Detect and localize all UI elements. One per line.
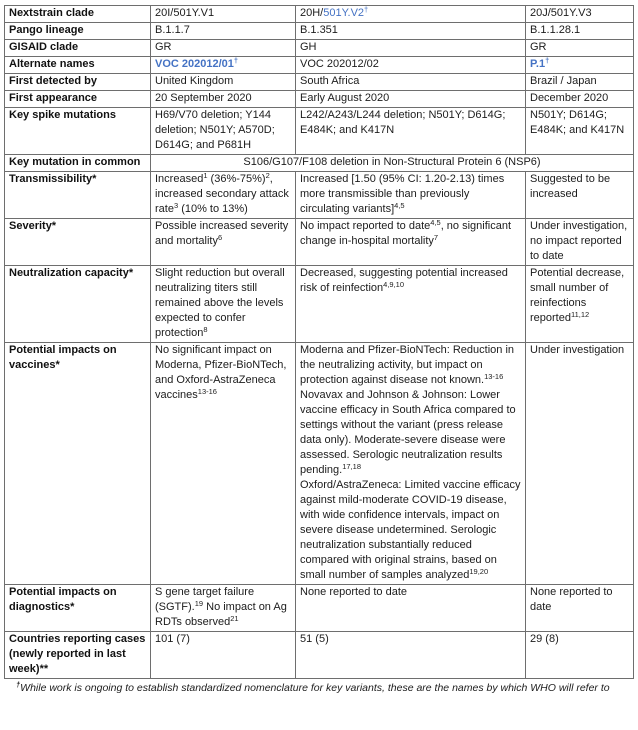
cell-nextstrain-clade-v2: 20H/501Y.V2†	[296, 6, 526, 23]
cell-pango-lineage-v2: B.1.351	[296, 23, 526, 40]
cell-first-appearance-v2: Early August 2020	[296, 91, 526, 108]
row-label-pango-lineage: Pango lineage	[5, 23, 151, 40]
row-label-nextstrain-clade: Nextstrain clade	[5, 6, 151, 23]
cell-vaccine-impacts-v3: Under investigation	[526, 343, 634, 585]
cell-severity-v1: Possible increased severity and mortality$^6$	[151, 219, 296, 266]
cell-key-spike-mutations-v2: L242/A243/L244 deletion; N501Y; D614G; E484K; and K417N	[296, 108, 526, 155]
cell-first-detected-by-v2: South Africa	[296, 74, 526, 91]
table-row	[5, 74, 634, 91]
table-row	[5, 266, 634, 343]
cell-countries-reporting-v3: 29 (8)	[526, 632, 634, 679]
cell-transmissibility-v1: Increased$^1$ $(36\%-75\%)^2$, increased secondary attack rate$^3$ (10% to 13%)	[151, 172, 296, 219]
variants-comparison-table	[4, 5, 634, 679]
table-row	[5, 57, 634, 74]
cell-first-detected-by-v1: United Kingdom	[151, 74, 296, 91]
row-label-key-spike-mutations: Key spike mutations	[5, 108, 151, 155]
row-label-neutralization-capacity: Neutralization capacity*	[5, 266, 151, 343]
cell-key-mutation-in-common: S106/G107/F108 deletion in Non-Structural Protein 6 (NSP6)	[151, 155, 634, 172]
table-row	[5, 585, 634, 632]
table-row	[5, 172, 634, 219]
table-row	[5, 91, 634, 108]
cell-diagnostics-impacts-v2: None reported to date	[296, 585, 526, 632]
table-row	[5, 155, 634, 172]
cell-gisaid-clade-v3: GR	[526, 40, 634, 57]
cell-nextstrain-clade-v3: 20J/501Y.V3	[526, 6, 634, 23]
cell-alternate-names-v3: P.1†	[526, 57, 634, 74]
cell-countries-reporting-v1: 101 (7)	[151, 632, 296, 679]
cell-nextstrain-clade-v1: 20I/501Y.V1	[151, 6, 296, 23]
row-label-diagnostics-impacts: Potential impacts on diagnostics*	[5, 585, 151, 632]
cell-countries-reporting-v2: 51 (5)	[296, 632, 526, 679]
cell-diagnostics-impacts-v1: S gene target failure (SGTF).$^{19}$ No impact on Ag RDTs observed$^{21}$	[151, 585, 296, 632]
cell-first-detected-by-v3: Brazil / Japan	[526, 74, 634, 91]
cell-alternate-names-v1: VOC 202012/01†	[151, 57, 296, 74]
table-row	[5, 23, 634, 40]
cell-pango-lineage-v1: B.1.1.7	[151, 23, 296, 40]
cell-transmissibility-v3: Suggested to be increased	[526, 172, 634, 219]
row-label-countries-reporting: Countries reporting cases (newly reported in last week)**	[5, 632, 151, 679]
cell-severity-v3: Under investigation, no impact reported to date	[526, 219, 634, 266]
cell-severity-v2: No impact reported to date$^{4,5}$, no significant change in-hospital mortality$^7$	[296, 219, 526, 266]
table-row	[5, 343, 634, 585]
footnote: †While work is ongoing to establish standardized nomenclature for key variants, these are the names by which WHO will refer to	[16, 680, 610, 694]
row-label-first-detected-by: First detected by	[5, 74, 151, 91]
cell-alternate-names-v2: VOC 202012/02	[296, 57, 526, 74]
row-label-transmissibility: Transmissibility*	[5, 172, 151, 219]
cell-pango-lineage-v3: B.1.1.28.1	[526, 23, 634, 40]
cell-key-spike-mutations-v3: N501Y; D614G; E484K; and K417N	[526, 108, 634, 155]
cell-vaccine-impacts-v2: Moderna and Pfizer-BioNTech: Reduction in the neutralizing activity, but impact on protection against disease not known.$^{13-16}$ Novavax and Johnson & Johnson: Lower vaccine efficacy in South Africa compared to settings without the variant (press release data only). Moderate-severe disease were assessed. Serologic neutralization results pending.$^{17,18}$ Oxford/AstraZeneca: Limited vaccine efficacy against mild-moderate COVID-19 disease, with wide confidence intervals, impact on severe disease undetermined. Serologic neutralization substantially reduced compared with original strains, based on small number of samples analyzed$^{19,20}$	[296, 343, 526, 585]
cell-neutralization-capacity-v1: Slight reduction but overall neutralizing titers still remained above the levels expected to confer protection$^8$	[151, 266, 296, 343]
cell-vaccine-impacts-v1: No significant impact on Moderna, Pfizer-BioNTech, and Oxford-AstraZeneca vaccines$^{13-16}$	[151, 343, 296, 585]
cell-gisaid-clade-v1: GR	[151, 40, 296, 57]
cell-diagnostics-impacts-v3: None reported to date	[526, 585, 634, 632]
table-row	[5, 6, 634, 23]
table-row	[5, 219, 634, 266]
table-row	[5, 40, 634, 57]
row-label-severity: Severity*	[5, 219, 151, 266]
cell-first-appearance-v3: December 2020	[526, 91, 634, 108]
cell-key-spike-mutations-v1: H69/V70 deletion; Y144 deletion; N501Y; A570D; D614G; and P681H	[151, 108, 296, 155]
table-row	[5, 632, 634, 679]
cell-transmissibility-v2: Increased [1.50 (95% CI: 1.20-2.13) times more transmissible than previously circulating variants]$^{4,5}$	[296, 172, 526, 219]
cell-first-appearance-v1: 20 September 2020	[151, 91, 296, 108]
row-label-alternate-names: Alternate names	[5, 57, 151, 74]
row-label-gisaid-clade: GISAID clade	[5, 40, 151, 57]
cell-gisaid-clade-v2: GH	[296, 40, 526, 57]
row-label-key-mutation-in-common: Key mutation in common	[5, 155, 151, 172]
table-row	[5, 108, 634, 155]
cell-neutralization-capacity-v3: Potential decrease, small number of reinfections reported$^{11,12}$	[526, 266, 634, 343]
row-label-first-appearance: First appearance	[5, 91, 151, 108]
row-label-vaccine-impacts: Potential impacts on vaccines*	[5, 343, 151, 585]
cell-neutralization-capacity-v2: Decreased, suggesting potential increased risk of reinfection$^{4,9,10}$	[296, 266, 526, 343]
